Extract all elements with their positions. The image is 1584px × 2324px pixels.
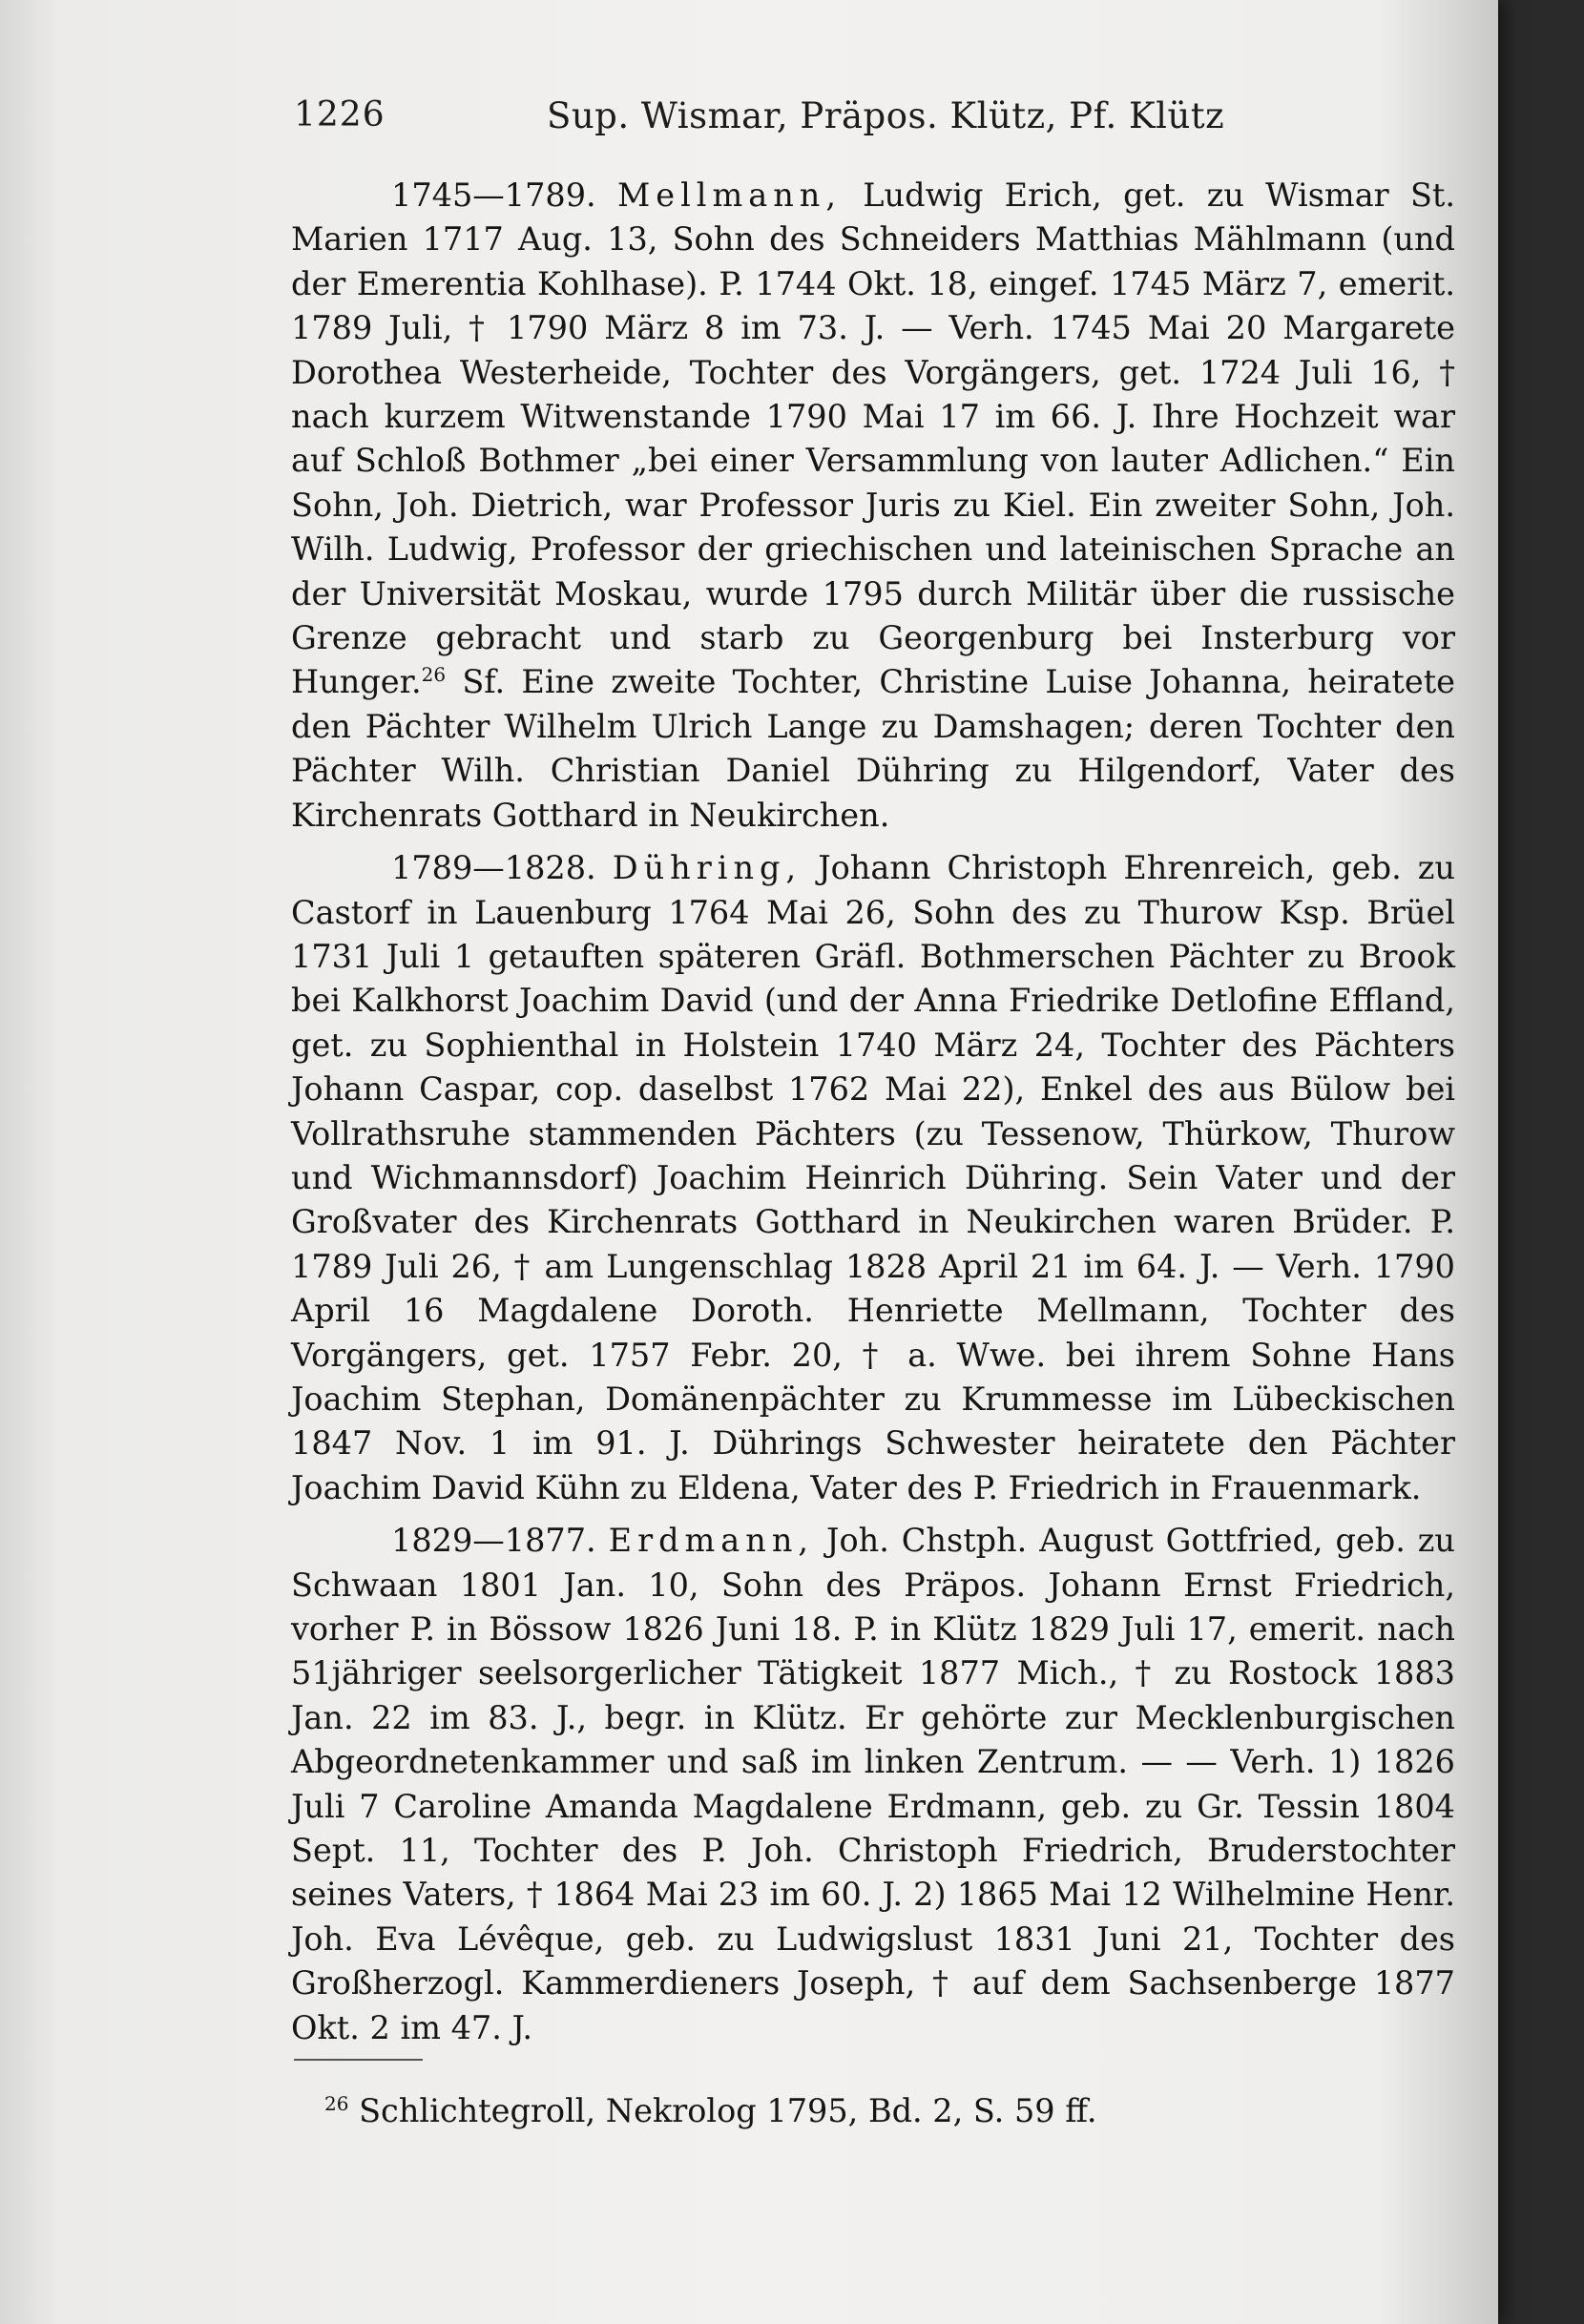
- entry-erdmann: [291, 1519, 1455, 2050]
- body-text: [291, 174, 1455, 2059]
- entry-years: 1789—1828.: [391, 849, 596, 887]
- entry-text-continued: Sf. Eine zweite Tochter, Christine Luise Johanna, heiratete den Pächter Wilhelm Ulrich Lange zu Damshagen; deren Tochter den Pächter Wilh. Christian Daniel Dühring zu Hilgendorf, Vater des Kirchenrats Gotthard in Neukirchen.: [291, 663, 1455, 834]
- pastor-name: Erdmann,: [608, 1522, 815, 1560]
- entry-text: Ludwig Erich, get. zu Wismar St. Marien 1717 Aug. 13, Sohn des Schneiders Matthias Mählmann (und der Emerentia Kohlhase). P. 1744 Okt. 18, eingef. 1745 März 7, emerit. 1789 Juli, † 1790 März 8 im 73. J. — Verh. 1745 Mai 20 Margarete Dorothea Westerheide, Tochter des Vorgängers, get. 1724 Juli 16, † nach kurzem Witwenstande 1790 Mai 17 im 66. J. Ihre Hochzeit war auf Schloß Bothmer „bei einer Versammlung von lauter Adlichen.“ Ein Sohn, Joh. Dietrich, war Professor Juris zu Kiel. Ein zweiter Sohn, Joh. Wilh. Ludwig, Professor der griechischen und lateinischen Sprache an der Universität Moskau, wurde 1795 durch Militär über die russische Grenze gebracht und starb zu Georgenburg bei Insterburg vor Hunger.: [291, 176, 1456, 701]
- entry-years: 1829—1877.: [391, 1522, 596, 1560]
- page-header: [294, 95, 1468, 143]
- footnote-reference[interactable]: 26: [421, 663, 447, 687]
- footnote-number: 26: [324, 2091, 349, 2115]
- footnote-text: Schlichtegroll, Nekrolog 1795, Bd. 2, S. 59 ff.: [359, 2092, 1097, 2129]
- pastor-name: Mellmann,: [616, 176, 843, 214]
- footnote: [324, 2089, 1422, 2133]
- running-head: Sup. Wismar, Präpos. Klütz, Pf. Klütz: [547, 95, 1225, 136]
- pastor-name: Dühring,: [612, 849, 802, 887]
- entry-text: Johann Christoph Ehrenreich, geb. zu Castorf in Lauenburg 1764 Mai 26, Sohn des zu Thurow Ksp. Brüel 1731 Juli 1 getauften späteren Gräfl. Bothmerschen Pächter zu Brook bei Kalkhorst Joachim David (und der Anna Friedrike Detlofine Effland, get. zu Sophienthal in Holstein 1740 März 24, Tochter des Pächters Johann Caspar, cop. daselbst 1762 Mai 22), Enkel des aus Bülow bei Vollrathsruhe stammenden Pächters (zu Tessenow, Thürkow, Thurow und Wichmannsdorf) Joachim Heinrich Dühring. Sein Vater und der Großvater des Kirchenrats Gotthard in Neukirchen waren Brüder. P. 1789 Juli 26, † am Lungenschlag 1828 April 21 im 64. J. — Verh. 1790 April 16 Magdalene Doroth. Henriette Mellmann, Tochter des Vorgängers, get. 1757 Febr. 20, † a. Wwe. bei ihrem Sohne Hans Joachim Stephan, Domänenpächter zu Krummesse im Lübeckischen 1847 Nov. 1 im 91. J. Dührings Schwester heiratete den Pächter Joachim David Kühn zu Eldena, Vater des P. Friedrich in Frauenmark.: [291, 849, 1455, 1506]
- entry-years: 1745—1789.: [391, 176, 596, 214]
- entry-mellmann: [291, 174, 1455, 838]
- entry-duehring: [291, 846, 1455, 1510]
- entry-text: Joh. Chstph. August Gottfried, geb. zu Schwaan 1801 Jan. 10, Sohn des Präpos. Johann Ernst Friedrich, vorher P. in Bössow 1826 Juni 18. P. in Klütz 1829 Juli 17, emerit. nach 51jähriger seelsorgerlicher Tätigkeit 1877 Mich., † zu Rostock 1883 Jan. 22 im 83. J., begr. in Klütz. Er gehörte zur Mecklenburgischen Abgeordnetenkammer und saß im linken Zentrum. — — Verh. 1) 1826 Juli 7 Caroline Amanda Magdalene Erdmann, geb. zu Gr. Tessin 1804 Sept. 11, Tochter des P. Joh. Christoph Friedrich, Bruderstochter seines Vaters, † 1864 Mai 23 im 60. J. 2) 1865 Mai 12 Wilhelmine Henr. Joh. Eva Lévêque, geb. zu Ludwigslust 1831 Juni 21, Tochter des Großherzogl. Kammerdieners Joseph, † auf dem Sachsenberge 1877 Okt. 2 im 47. J.: [291, 1522, 1456, 2046]
- footnote-divider: [294, 2059, 423, 2061]
- page-number: 1226: [294, 95, 386, 135]
